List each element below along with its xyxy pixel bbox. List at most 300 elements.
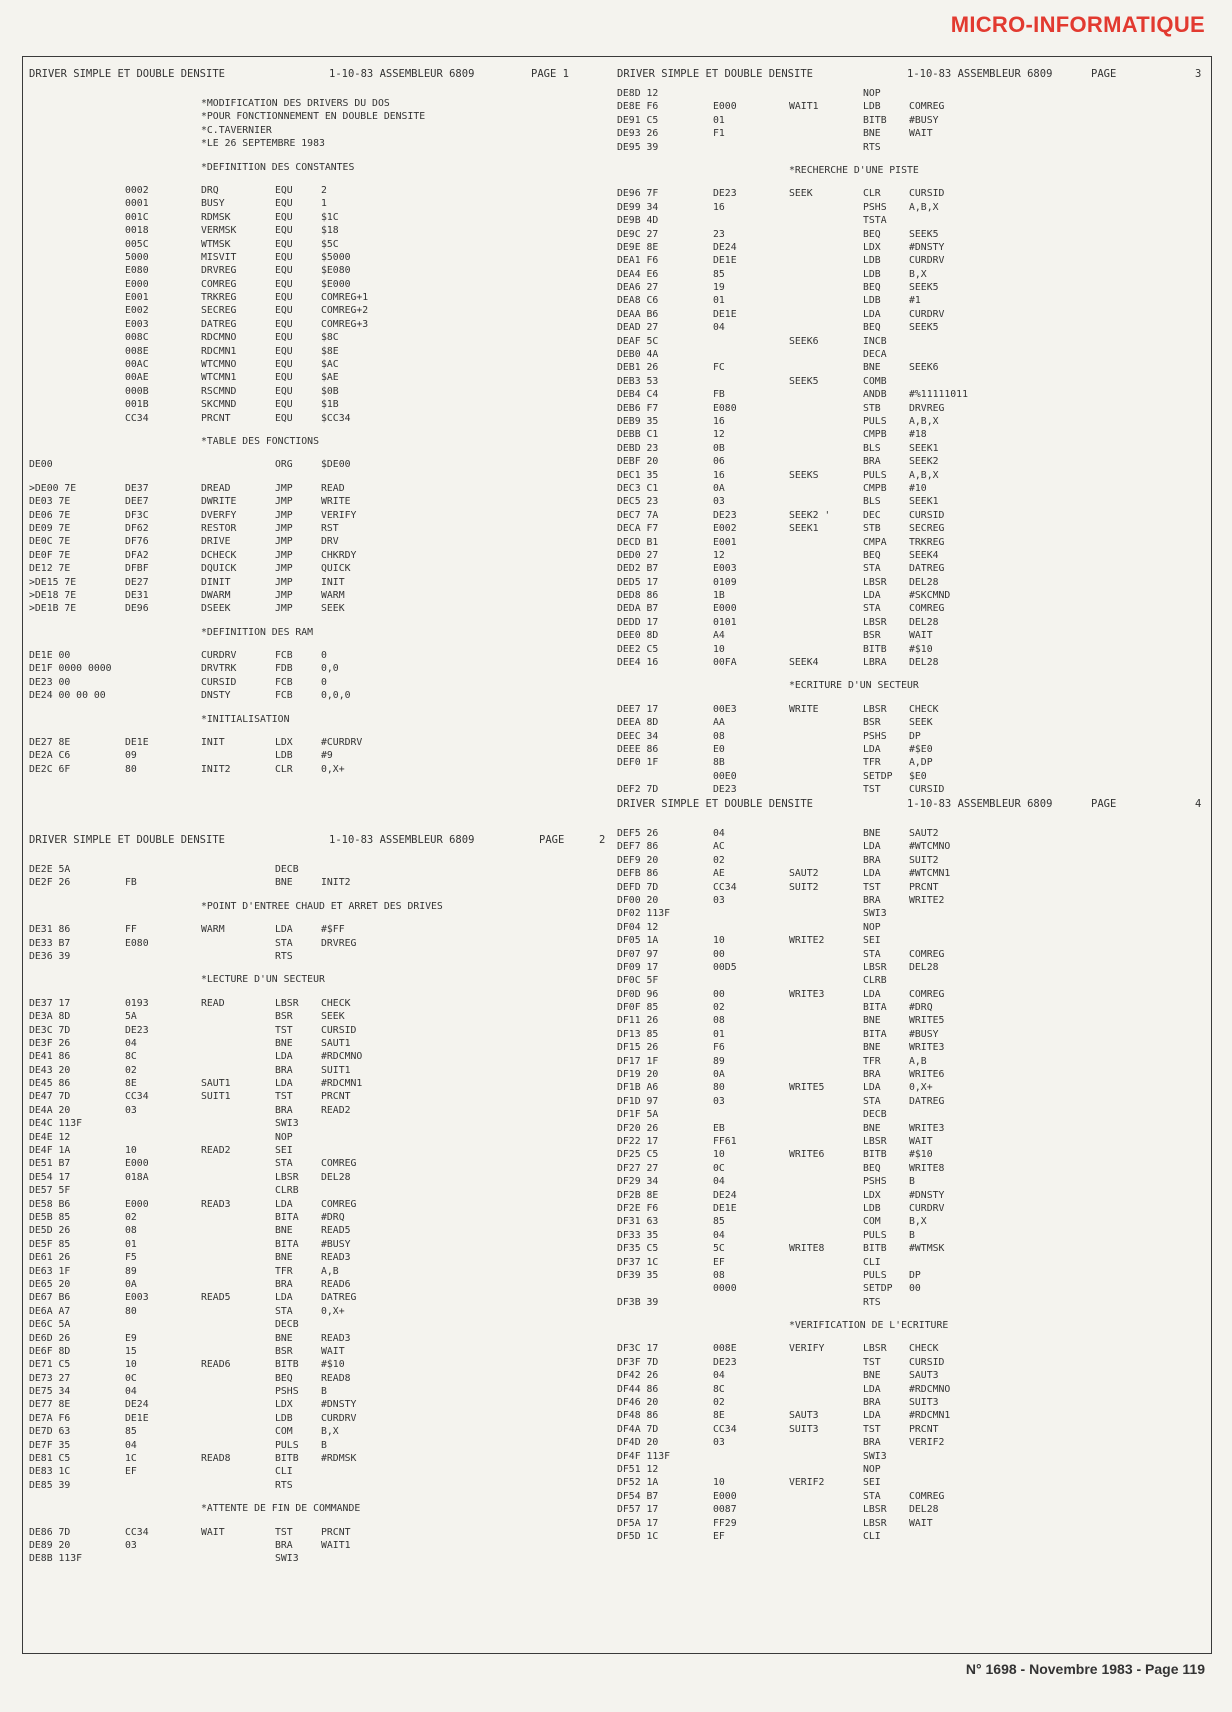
operand: DATREG <box>321 1292 357 1304</box>
code-line <box>617 1028 1211 1041</box>
mnemonic: BRA <box>863 456 881 468</box>
code-line <box>29 1131 609 1144</box>
operand-bytes: 04 <box>713 322 725 334</box>
operand: TRKREG <box>909 536 945 548</box>
mnemonic: TST <box>863 881 881 893</box>
operand-bytes: E080 <box>125 265 149 277</box>
code-line <box>29 251 609 264</box>
operand: COMREG <box>321 1198 357 1210</box>
operand-bytes: FB <box>125 877 137 889</box>
left-column <box>29 57 609 1653</box>
operand-bytes: 00FA <box>713 657 737 669</box>
mnemonic: LDA <box>275 1051 293 1063</box>
mnemonic: LBSR <box>863 576 887 588</box>
operand: READ3 <box>321 1252 351 1264</box>
code-line <box>617 1463 1211 1476</box>
operand: SUIT3 <box>909 1397 939 1409</box>
operand-bytes: DF3C <box>125 509 149 521</box>
operand-bytes: 85 <box>713 1216 725 1228</box>
address-code: DED5 17 <box>617 576 659 588</box>
label: DRVREG <box>201 265 237 277</box>
operand-bytes: 10 <box>713 643 725 655</box>
operand: VERIFY <box>321 509 357 521</box>
operand: SEEK5 <box>909 322 939 334</box>
operand-bytes: F1 <box>713 128 725 140</box>
operand-bytes: DE1E <box>713 1202 737 1214</box>
header-title: DRIVER SIMPLE ET DOUBLE DENSITE <box>617 68 813 80</box>
mnemonic: SWI3 <box>863 908 887 920</box>
code-line <box>29 1224 609 1237</box>
address-code: DF3C 17 <box>617 1343 659 1355</box>
code-line <box>617 549 1211 562</box>
mnemonic: BRA <box>275 1064 293 1076</box>
address-code: DE83 1C <box>29 1466 71 1478</box>
operand-bytes: DE24 <box>125 1399 149 1411</box>
mnemonic: BITB <box>863 1149 887 1161</box>
address-code: DE3C 7D <box>29 1024 71 1036</box>
operand: DEL28 <box>909 657 939 669</box>
label: MISVIT <box>201 251 237 263</box>
code-line <box>617 1319 1211 1332</box>
mnemonic: EQU <box>275 225 293 237</box>
address-code: DEEC 34 <box>617 730 659 742</box>
code-line <box>29 1425 609 1438</box>
code-line <box>617 294 1211 307</box>
operand: DEL28 <box>909 1504 939 1516</box>
mnemonic: JMP <box>275 589 293 601</box>
address-code: DE5D 26 <box>29 1225 71 1237</box>
label: PRCNT <box>201 412 231 424</box>
label: READ5 <box>201 1292 231 1304</box>
operand: WAIT <box>321 1345 345 1357</box>
code-line <box>617 268 1211 281</box>
mnemonic: RTS <box>863 141 881 153</box>
operand-bytes: 10 <box>713 935 725 947</box>
header-page-number: 3 <box>1195 68 1202 80</box>
mnemonic: STA <box>275 1305 293 1317</box>
code-line <box>29 97 609 110</box>
label: DRQ <box>201 184 219 196</box>
operand: 00 <box>909 1283 921 1295</box>
mnemonic: FCB <box>275 676 293 688</box>
code-line <box>29 211 609 224</box>
code-line <box>617 1269 1211 1282</box>
address-code: DF19 20 <box>617 1069 659 1081</box>
mnemonic: BSR <box>863 630 881 642</box>
operand-bytes: 008C <box>125 332 149 344</box>
mnemonic: JMP <box>275 576 293 588</box>
mnemonic: CMPA <box>863 536 887 548</box>
address-code: DE2C 6F <box>29 763 71 775</box>
mnemonic: DECB <box>863 1109 887 1121</box>
code-line <box>617 961 1211 974</box>
operand-bytes: 001C <box>125 211 149 223</box>
operand: $5C <box>321 238 339 250</box>
code-line <box>29 1265 609 1278</box>
mnemonic: CLI <box>863 1530 881 1542</box>
mnemonic: STA <box>863 563 881 575</box>
mnemonic: EQU <box>275 184 293 196</box>
code-line <box>29 639 609 649</box>
code-line <box>617 100 1211 113</box>
code-line <box>617 469 1211 482</box>
address-code: DEF7 86 <box>617 841 659 853</box>
mnemonic: LDA <box>275 924 293 936</box>
code-line <box>29 110 609 123</box>
code-line <box>29 736 609 749</box>
operand-bytes: 03 <box>125 1104 137 1116</box>
address-code: DEFB 86 <box>617 868 659 880</box>
code-line <box>617 1242 1211 1255</box>
mnemonic: RTS <box>863 1296 881 1308</box>
operand-bytes: CC34 <box>125 1526 149 1538</box>
operand: A,B <box>909 1055 927 1067</box>
operand-bytes: EF <box>713 1256 725 1268</box>
operand-bytes: AE <box>713 868 725 880</box>
mnemonic: PULS <box>863 415 887 427</box>
listing-lines <box>29 853 609 1566</box>
operand: CURSID <box>909 784 945 796</box>
address-code: DF4D 20 <box>617 1437 659 1449</box>
operand-bytes: 10 <box>713 1149 725 1161</box>
mnemonic: PSHS <box>863 730 887 742</box>
address-code: DE99 34 <box>617 201 659 213</box>
operand-bytes: DE31 <box>125 589 149 601</box>
address-code: DE2A C6 <box>29 750 71 762</box>
code-line <box>617 164 1211 177</box>
operand-bytes: 12 <box>713 549 725 561</box>
operand: 0,X+ <box>909 1082 933 1094</box>
operand-bytes: 01 <box>713 1028 725 1040</box>
address-code: DF2B 8E <box>617 1189 659 1201</box>
operand-bytes: FF <box>125 924 137 936</box>
code-line <box>29 331 609 344</box>
mnemonic: BITB <box>275 1453 299 1465</box>
mnemonic: BEQ <box>863 1162 881 1174</box>
operand-bytes: 0087 <box>713 1504 737 1516</box>
code-line <box>29 264 609 277</box>
code-line <box>29 425 609 435</box>
address-code: DEFD 7D <box>617 881 659 893</box>
code-line <box>29 662 609 675</box>
label: READ8 <box>201 1453 231 1465</box>
mnemonic: PULS <box>275 1439 299 1451</box>
code-line <box>29 1117 609 1130</box>
mnemonic: BITB <box>275 1359 299 1371</box>
address-code: DE6A A7 <box>29 1305 71 1317</box>
code-line <box>617 241 1211 254</box>
operand-bytes: 08 <box>713 730 725 742</box>
mnemonic: EQU <box>275 332 293 344</box>
code-line <box>29 385 609 398</box>
mnemonic: TST <box>275 1024 293 1036</box>
address-code: DEF5 26 <box>617 828 659 839</box>
address-code: DE3F 26 <box>29 1037 71 1049</box>
code-line <box>29 689 609 702</box>
operand-bytes: F6 <box>713 1042 725 1054</box>
address-code: DE5F 85 <box>29 1238 71 1250</box>
operand-bytes: EB <box>713 1122 725 1134</box>
operand-bytes: 02 <box>713 1002 725 1014</box>
code-line <box>617 1369 1211 1382</box>
mnemonic: CLRB <box>275 1185 299 1197</box>
address-code: DE93 26 <box>617 128 659 140</box>
operand: B,X <box>321 1426 339 1438</box>
mnemonic: BITB <box>863 643 887 655</box>
operand: #BUSY <box>321 1238 351 1250</box>
operand-bytes: 10 <box>125 1145 137 1157</box>
address-code: DF13 85 <box>617 1028 659 1040</box>
operand-bytes: 02 <box>713 1397 725 1409</box>
address-code: DE6C 5A <box>29 1319 71 1331</box>
address-code: DE27 8E <box>29 737 71 749</box>
mnemonic: LDX <box>863 1189 881 1201</box>
operand-bytes: 10 <box>125 1359 137 1371</box>
address-code: DE77 8E <box>29 1399 71 1411</box>
code-line <box>617 1095 1211 1108</box>
code-line <box>617 1202 1211 1215</box>
mnemonic: PULS <box>863 1229 887 1241</box>
mnemonic: LDA <box>863 988 881 1000</box>
operand-bytes: 1B <box>713 590 725 602</box>
operand-bytes: CC34 <box>713 881 737 893</box>
address-code: DF25 C5 <box>617 1149 659 1161</box>
operand-bytes: E000 <box>713 101 737 113</box>
operand-bytes: 005C <box>125 238 149 250</box>
operand-bytes: E000 <box>713 603 737 615</box>
header-date: 1-10-83 ASSEMBLEUR 6809 <box>907 798 1053 810</box>
code-line <box>617 827 1211 840</box>
operand: #BUSY <box>909 114 939 126</box>
code-line <box>29 197 609 210</box>
mnemonic: LDA <box>863 868 881 880</box>
operand-bytes: 85 <box>125 1426 137 1438</box>
operand-bytes: 00E0 <box>713 770 737 782</box>
mnemonic: PULS <box>863 469 887 481</box>
mnemonic: EQU <box>275 278 293 290</box>
operand-bytes: E003 <box>125 1292 149 1304</box>
mnemonic: SEI <box>863 1477 881 1489</box>
code-line <box>617 1162 1211 1175</box>
code-line <box>617 703 1211 716</box>
label: WRITE5 <box>789 1082 825 1094</box>
code-line <box>29 1439 609 1452</box>
operand-bytes: E0 <box>713 743 725 755</box>
address-code: DF02 113F <box>617 908 671 920</box>
operand-bytes: 02 <box>713 854 725 866</box>
code-line <box>29 1358 609 1371</box>
mnemonic: TFR <box>275 1265 293 1277</box>
mnemonic: DECB <box>275 1319 299 1331</box>
mnemonic: EQU <box>275 265 293 277</box>
code-line <box>617 177 1211 187</box>
operand: COMREG <box>909 603 945 615</box>
operand: DP <box>909 1269 921 1281</box>
operand-bytes: 23 <box>713 228 725 240</box>
mnemonic: LDA <box>863 841 881 853</box>
code-line <box>617 127 1211 140</box>
code-line <box>29 1144 609 1157</box>
code-line <box>617 321 1211 334</box>
operand: WAIT <box>909 1135 933 1147</box>
operand-bytes: 018A <box>125 1171 149 1183</box>
operand: READ5 <box>321 1225 351 1237</box>
code-line <box>617 1436 1211 1449</box>
mnemonic: BITB <box>863 114 887 126</box>
code-line <box>29 435 609 448</box>
code-line <box>617 934 1211 947</box>
code-line <box>29 1090 609 1103</box>
code-line <box>617 154 1211 164</box>
address-code: DE03 7E <box>29 496 71 508</box>
mnemonic: SWI3 <box>275 1118 299 1130</box>
operand: B,X <box>909 1216 927 1228</box>
listing-lines <box>29 87 609 776</box>
label: WRITE3 <box>789 988 825 1000</box>
address-code: DED2 B7 <box>617 563 659 575</box>
operand-bytes: 04 <box>713 1370 725 1382</box>
operand: COMREG+3 <box>321 318 369 330</box>
mnemonic: LBSR <box>863 703 887 715</box>
label: DSEEK <box>201 603 231 615</box>
operand-bytes: 06 <box>713 456 725 468</box>
mnemonic: BSR <box>863 717 881 729</box>
address-code: DF1B A6 <box>617 1082 659 1094</box>
operand-bytes: 0B <box>713 442 725 454</box>
address-code: DE6F 8D <box>29 1345 71 1357</box>
operand: DEL28 <box>909 576 939 588</box>
mnemonic: PSHS <box>863 201 887 213</box>
address-code: DE5B 85 <box>29 1211 71 1223</box>
code-line <box>29 358 609 371</box>
operand-bytes: 0A <box>125 1278 137 1290</box>
code-line <box>617 1256 1211 1269</box>
address-code: DE06 7E <box>29 509 71 521</box>
comment-text: *LE 26 SEPTEMBRE 1983 <box>201 138 325 150</box>
listing-page-4 <box>617 791 1211 1543</box>
operand: #DNSTY <box>909 241 945 253</box>
operand-bytes: 03 <box>713 496 725 508</box>
address-code: DEE7 17 <box>617 703 659 715</box>
code-line <box>29 1452 609 1465</box>
mnemonic: BSR <box>275 1345 293 1357</box>
mnemonic: LDA <box>275 1198 293 1210</box>
operand-bytes: 00 <box>713 948 725 960</box>
operand-bytes: F5 <box>125 1252 137 1264</box>
address-code: DE4A 20 <box>29 1104 71 1116</box>
code-line <box>617 656 1211 669</box>
mnemonic: LBSR <box>863 1517 887 1529</box>
listing-lines <box>617 817 1211 1543</box>
mnemonic: LDB <box>863 295 881 307</box>
operand: WAIT <box>909 630 933 642</box>
address-code: DF3B 39 <box>617 1296 659 1308</box>
code-line <box>29 1412 609 1425</box>
comment-text: *ATTENTE DE FIN DE COMMANDE <box>201 1503 361 1515</box>
operand: $5000 <box>321 251 351 263</box>
mnemonic: BITA <box>863 1028 887 1040</box>
operand: #18 <box>909 429 927 441</box>
code-line <box>29 1291 609 1304</box>
address-code: DE45 86 <box>29 1078 71 1090</box>
operand-bytes: E000 <box>125 278 149 290</box>
mnemonic: JMP <box>275 536 293 548</box>
code-line <box>29 495 609 508</box>
mnemonic: EQU <box>275 238 293 250</box>
mnemonic: STB <box>863 523 881 535</box>
operand: SUIT2 <box>909 854 939 866</box>
code-line <box>29 649 609 662</box>
operand-bytes: E9 <box>125 1332 137 1344</box>
code-line <box>617 1081 1211 1094</box>
operand: READ8 <box>321 1372 351 1384</box>
operand: CURSID <box>909 1356 945 1368</box>
mnemonic: CLRB <box>863 975 887 987</box>
mnemonic: JMP <box>275 509 293 521</box>
address-code: DEB0 4A <box>617 349 659 361</box>
operand: $AE <box>321 372 339 384</box>
header-page-number: 4 <box>1195 798 1202 810</box>
label: SEEK <box>789 188 813 200</box>
operand-bytes: 80 <box>713 1082 725 1094</box>
operand: CHECK <box>909 1343 939 1355</box>
code-line <box>617 1409 1211 1422</box>
operand: A,DP <box>909 757 933 769</box>
operand: COMREG+1 <box>321 292 369 304</box>
operand: $1B <box>321 399 339 411</box>
operand-bytes: FF61 <box>713 1135 737 1147</box>
operand: #1 <box>909 295 921 307</box>
code-line <box>29 304 609 317</box>
code-line <box>617 562 1211 575</box>
address-code: DEC3 C1 <box>617 482 659 494</box>
operand: B <box>321 1439 327 1451</box>
mnemonic: LDB <box>275 750 293 762</box>
address-code: DEEA 8D <box>617 717 659 729</box>
operand: $E080 <box>321 265 351 277</box>
mnemonic: EQU <box>275 385 293 397</box>
label: RDCMNO <box>201 332 237 344</box>
code-line <box>29 749 609 762</box>
operand: CURDRV <box>909 308 945 320</box>
operand: $0B <box>321 385 339 397</box>
mnemonic: LBSR <box>863 961 887 973</box>
code-line <box>617 201 1211 214</box>
code-line <box>617 536 1211 549</box>
mnemonic: CLI <box>863 1256 881 1268</box>
code-line <box>617 442 1211 455</box>
operand: CURSID <box>321 1024 357 1036</box>
code-line <box>617 1296 1211 1309</box>
operand: #%11111011 <box>909 389 968 401</box>
code-line <box>617 455 1211 468</box>
operand-bytes: DE1E <box>713 255 737 267</box>
label: WTCMN1 <box>201 372 237 384</box>
label: COMREG <box>201 278 237 290</box>
code-line <box>617 1517 1211 1530</box>
mnemonic: LDX <box>275 1399 293 1411</box>
operand-bytes: DE24 <box>713 1189 737 1201</box>
mnemonic: LBSR <box>863 616 887 628</box>
address-code: DE7A F6 <box>29 1412 71 1424</box>
operand-bytes: 02 <box>125 1064 137 1076</box>
code-line <box>617 1014 1211 1027</box>
operand: DRVREG <box>321 937 357 949</box>
mnemonic: EQU <box>275 198 293 210</box>
mnemonic: COM <box>275 1426 293 1438</box>
address-code: DE33 B7 <box>29 937 71 949</box>
code-line <box>29 853 609 863</box>
